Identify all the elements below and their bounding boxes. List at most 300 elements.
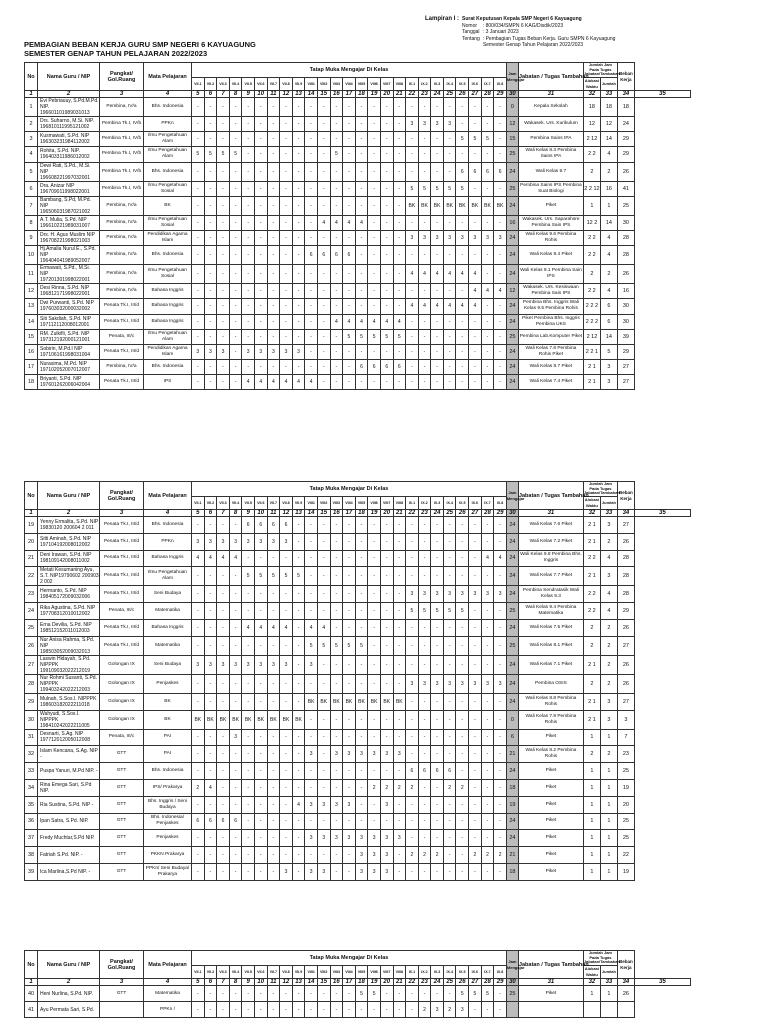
class-hours-cell: -: [355, 181, 368, 196]
allocated-time: 1: [583, 729, 600, 746]
class-hours-cell: -: [280, 586, 293, 603]
class-hours-cell: -: [229, 619, 242, 636]
teaching-hours: 24: [506, 813, 518, 830]
class-hours-cell: -: [443, 360, 456, 375]
allocated-time: 2 1: [583, 693, 600, 710]
teacher-no: 37: [25, 830, 38, 847]
class-hours-cell: -: [192, 1002, 205, 1018]
class-hours-cell: -: [217, 246, 230, 265]
class-hours-cell: 3: [242, 344, 255, 359]
workload-total: 18: [617, 98, 634, 117]
class-hours-cell: -: [380, 265, 393, 284]
class-hours-cell: -: [368, 132, 381, 147]
class-hours-cell: 3: [267, 655, 280, 674]
allocated-time: 1: [583, 863, 600, 880]
class-hours-cell: -: [192, 763, 205, 780]
class-hours-cell: -: [267, 693, 280, 710]
teaching-hours: 18: [506, 863, 518, 880]
class-hours-cell: -: [393, 1002, 406, 1018]
table-row: [25, 746, 691, 763]
class-hours-cell: BK: [204, 710, 217, 729]
class-hours-cell: -: [481, 246, 494, 265]
class-hours-cell: -: [254, 550, 267, 567]
header-class: IX.1: [406, 78, 419, 91]
class-hours-cell: -: [406, 246, 419, 265]
class-hours-cell: -: [469, 181, 482, 196]
teacher-subject: PPKn /: [144, 1002, 192, 1018]
teacher-rank: GTT: [100, 763, 144, 780]
class-hours-cell: -: [494, 655, 507, 674]
class-hours-cell: -: [481, 655, 494, 674]
teacher-no: 18: [25, 375, 38, 390]
class-hours-cell: -: [355, 1002, 368, 1018]
class-hours-cell: -: [204, 299, 217, 314]
class-hours-cell: -: [305, 215, 318, 230]
class-hours-cell: -: [242, 746, 255, 763]
class-hours-cell: -: [343, 162, 356, 181]
class-hours-cell: -: [317, 655, 330, 674]
additional-duty: Piket: [518, 196, 583, 215]
header-jumlah: Jumlah: [600, 966, 617, 979]
class-hours-cell: -: [469, 246, 482, 265]
teaching-hours: 24: [506, 344, 518, 359]
class-hours-cell: 3: [368, 863, 381, 880]
class-hours-cell: -: [431, 779, 444, 796]
class-hours-cell: -: [418, 986, 431, 1002]
additional-duty: Wali Kelas 8.7 Piket: [518, 360, 583, 375]
header-class: VIII4: [343, 78, 356, 91]
class-hours-cell: -: [305, 710, 318, 729]
teacher-name: Briyanti, S.Pd. NIP 197601262006042004: [38, 375, 100, 390]
class-hours-cell: -: [380, 1002, 393, 1018]
class-hours-cell: -: [393, 215, 406, 230]
class-hours-cell: -: [343, 230, 356, 245]
class-hours-cell: -: [368, 1002, 381, 1018]
class-hours-cell: -: [418, 830, 431, 847]
class-hours-cell: -: [192, 117, 205, 132]
workload-total: 27: [617, 693, 634, 710]
teacher-name: Yenny Ermalita, S.Pd. NIP 19830120 200604 2 011: [38, 517, 100, 534]
teacher-name: Hermanto, S.Pd. NIP 198405172009032006: [38, 586, 100, 603]
teaching-hours: 24: [506, 246, 518, 265]
class-hours-cell: -: [229, 603, 242, 620]
teacher-no: 5: [25, 162, 38, 181]
class-hours-cell: -: [292, 729, 305, 746]
class-hours-cell: -: [192, 796, 205, 813]
class-hours-cell: 3: [242, 655, 255, 674]
header-beban: Beban Kerja: [617, 63, 634, 91]
class-hours-cell: -: [305, 763, 318, 780]
column-number: 11: [267, 979, 280, 986]
allocated-time: 1: [583, 796, 600, 813]
class-hours-cell: BK: [280, 710, 293, 729]
duty-total: 2: [600, 162, 617, 181]
class-hours-cell: -: [292, 147, 305, 162]
class-hours-cell: BK: [317, 693, 330, 710]
header-class: VIII4: [343, 966, 356, 979]
class-hours-cell: -: [317, 986, 330, 1002]
class-hours-cell: -: [305, 813, 318, 830]
class-hours-cell: 3: [406, 117, 419, 132]
class-hours-cell: -: [192, 375, 205, 390]
column-number: 4: [144, 91, 192, 98]
class-hours-cell: -: [418, 655, 431, 674]
class-hours-cell: 4: [431, 299, 444, 314]
class-hours-cell: -: [242, 674, 255, 693]
class-hours-cell: -: [393, 636, 406, 655]
class-hours-cell: 3: [343, 830, 356, 847]
class-hours-cell: -: [242, 586, 255, 603]
class-hours-cell: -: [380, 132, 393, 147]
class-hours-cell: -: [317, 375, 330, 390]
class-hours-cell: -: [267, 314, 280, 329]
class-hours-cell: -: [330, 181, 343, 196]
header-class: VIII4: [343, 497, 356, 510]
class-hours-cell: 3: [431, 586, 444, 603]
class-hours-cell: 4: [406, 265, 419, 284]
class-hours-cell: -: [406, 550, 419, 567]
allocated-time: 2 2: [583, 246, 600, 265]
additional-duty: Wali Kelas 9.8 Pembina Bhs. Inggris: [518, 550, 583, 567]
header-class: IX.6: [469, 497, 482, 510]
class-hours-cell: -: [343, 586, 356, 603]
header-class: IX.3: [431, 78, 444, 91]
duty-total: 5: [600, 344, 617, 359]
class-hours-cell: -: [393, 603, 406, 620]
class-hours-cell: -: [204, 375, 217, 390]
teacher-name: Dwi Purwanti, S.Pd. NIP 197603032000032002: [38, 299, 100, 314]
teacher-no: 39: [25, 863, 38, 880]
duty-total: 14: [600, 132, 617, 147]
class-hours-cell: -: [330, 655, 343, 674]
teacher-rank: GTT: [100, 863, 144, 880]
class-hours-cell: -: [254, 729, 267, 746]
class-hours-cell: 3: [355, 830, 368, 847]
class-hours-cell: 3: [229, 533, 242, 550]
class-hours-cell: 6: [317, 246, 330, 265]
class-hours-cell: 3: [393, 746, 406, 763]
class-hours-cell: -: [443, 375, 456, 390]
class-hours-cell: -: [254, 162, 267, 181]
class-hours-cell: BK: [431, 196, 444, 215]
class-hours-cell: 5: [456, 181, 469, 196]
class-hours-cell: 3: [267, 344, 280, 359]
column-number: 30: [506, 979, 518, 986]
class-hours-cell: -: [204, 674, 217, 693]
class-hours-cell: -: [494, 863, 507, 880]
class-hours-cell: -: [456, 847, 469, 864]
class-hours-cell: 4: [368, 314, 381, 329]
class-hours-cell: -: [267, 636, 280, 655]
class-hours-cell: -: [393, 147, 406, 162]
class-hours-cell: -: [343, 655, 356, 674]
duty-total: 1: [600, 986, 617, 1002]
class-hours-cell: 2: [418, 847, 431, 864]
teacher-subject: PAI: [144, 746, 192, 763]
header-class: VII.1: [192, 497, 205, 510]
class-hours-cell: 3: [254, 533, 267, 550]
class-hours-cell: 6: [418, 763, 431, 780]
class-hours-cell: -: [317, 98, 330, 117]
column-number: 30: [506, 510, 518, 517]
table-row: [25, 813, 691, 830]
class-hours-cell: -: [242, 265, 255, 284]
teaching-hours: 15: [506, 132, 518, 147]
column-number: 32: [583, 510, 600, 517]
class-hours-cell: -: [368, 299, 381, 314]
class-hours-cell: -: [393, 763, 406, 780]
header-class: IX.3: [431, 966, 444, 979]
teacher-rank: Golongan IX: [100, 655, 144, 674]
class-hours-cell: 5: [204, 147, 217, 162]
class-hours-cell: 4: [481, 550, 494, 567]
class-hours-cell: -: [343, 567, 356, 586]
class-hours-cell: -: [305, 603, 318, 620]
class-hours-cell: 2: [192, 779, 205, 796]
class-hours-cell: -: [494, 314, 507, 329]
class-hours-cell: -: [242, 117, 255, 132]
teacher-subject: Penjaskes: [144, 674, 192, 693]
teacher-subject: Bahasa Inggris: [144, 619, 192, 636]
class-hours-cell: -: [330, 1002, 343, 1018]
class-hours-cell: 5: [481, 986, 494, 1002]
table-row: [25, 586, 691, 603]
class-hours-cell: -: [443, 162, 456, 181]
class-hours-cell: 3: [406, 586, 419, 603]
teacher-rank: GTT: [100, 830, 144, 847]
allocated-time: 2 1: [583, 655, 600, 674]
class-hours-cell: -: [330, 344, 343, 359]
class-hours-cell: 5: [242, 567, 255, 586]
teacher-name: Puspa Yanuri, M.Pd NIP. -: [38, 763, 100, 780]
class-hours-cell: 3: [217, 655, 230, 674]
class-hours-cell: -: [267, 360, 280, 375]
class-hours-cell: -: [494, 517, 507, 534]
additional-duty: Wali Kelas 7.6 Piket: [518, 517, 583, 534]
teaching-hours: 24: [506, 619, 518, 636]
teacher-name: Ria Sustina, S.Pd. NIP -: [38, 796, 100, 813]
class-hours-cell: BK: [368, 693, 381, 710]
column-number: 8: [229, 91, 242, 98]
class-hours-cell: 3: [317, 863, 330, 880]
column-number: 20: [380, 979, 393, 986]
header-class: VIII8: [393, 497, 406, 510]
class-hours-cell: -: [393, 674, 406, 693]
class-hours-cell: -: [204, 847, 217, 864]
teacher-no: 23: [25, 586, 38, 603]
class-hours-cell: 5: [254, 567, 267, 586]
class-hours-cell: -: [343, 132, 356, 147]
teacher-no: 30: [25, 710, 38, 729]
class-hours-cell: 3: [368, 830, 381, 847]
workload-total: 19: [617, 779, 634, 796]
class-hours-cell: 3: [204, 344, 217, 359]
class-hours-cell: -: [204, 863, 217, 880]
class-hours-cell: -: [481, 619, 494, 636]
class-hours-cell: -: [254, 863, 267, 880]
class-hours-cell: -: [317, 284, 330, 299]
class-hours-cell: -: [406, 567, 419, 586]
class-hours-cell: -: [204, 830, 217, 847]
teacher-rank: Penata Tk.I, III/d: [100, 344, 144, 359]
class-hours-cell: -: [242, 284, 255, 299]
teaching-hours: 25: [506, 986, 518, 1002]
allocated-time: 2 2: [583, 586, 600, 603]
class-hours-cell: -: [481, 215, 494, 230]
class-hours-cell: 4: [254, 619, 267, 636]
column-number: 29: [494, 510, 507, 517]
class-hours-cell: -: [494, 830, 507, 847]
header-alokasi: Alokasi Waktu: [584, 78, 600, 89]
class-hours-cell: -: [368, 619, 381, 636]
class-hours-cell: -: [217, 215, 230, 230]
class-hours-cell: -: [456, 619, 469, 636]
teacher-subject: Pendidikan Agama Islam: [144, 230, 192, 245]
teacher-subject: IPS/ Prakarya: [144, 779, 192, 796]
teaching-hours: 24: [506, 360, 518, 375]
teacher-name: Drs. Suharno, M.Si. NIP. 196810111995121002: [38, 117, 100, 132]
class-hours-cell: -: [217, 830, 230, 847]
teacher-no: 31: [25, 729, 38, 746]
class-hours-cell: -: [418, 147, 431, 162]
class-hours-cell: -: [469, 147, 482, 162]
class-hours-cell: 3: [494, 586, 507, 603]
class-hours-cell: -: [431, 619, 444, 636]
class-hours-cell: -: [192, 674, 205, 693]
table-row: [25, 655, 691, 674]
additional-duty: Wali Kelas 7.1 Piket: [518, 655, 583, 674]
column-number: 4: [144, 510, 192, 517]
table-row: [25, 729, 691, 746]
teacher-rank: Pembina, IV/a: [100, 215, 144, 230]
class-hours-cell: BK: [192, 710, 205, 729]
class-hours-cell: -: [292, 246, 305, 265]
header-rank: Pangkat/ Gol.Ruang: [100, 63, 144, 91]
class-hours-cell: -: [229, 863, 242, 880]
class-hours-cell: 6: [456, 162, 469, 181]
class-hours-cell: -: [229, 517, 242, 534]
column-number: 1: [25, 510, 38, 517]
teaching-hours: 24: [506, 196, 518, 215]
class-hours-cell: -: [368, 655, 381, 674]
class-hours-cell: 5: [393, 329, 406, 344]
class-hours-cell: -: [242, 314, 255, 329]
teacher-name: Bambang, S.Pd, M.Pd. NIP 196506031987021002: [38, 196, 100, 215]
class-hours-cell: 3: [443, 674, 456, 693]
class-hours-cell: -: [330, 674, 343, 693]
class-hours-cell: -: [456, 863, 469, 880]
class-hours-cell: -: [330, 863, 343, 880]
teacher-no: 41: [25, 1002, 38, 1018]
class-hours-cell: -: [469, 863, 482, 880]
class-hours-cell: 3: [469, 674, 482, 693]
header-jabatan: Jabatan / Tugas Tambahan: [518, 63, 583, 91]
class-hours-cell: -: [443, 986, 456, 1002]
class-hours-cell: -: [481, 796, 494, 813]
class-hours-cell: -: [242, 863, 255, 880]
header-beban: Beban Kerja: [617, 951, 634, 979]
teacher-rank: Pembina Tk.I, IV/b: [100, 117, 144, 132]
allocated-time: 1: [583, 986, 600, 1002]
class-hours-cell: -: [292, 603, 305, 620]
class-hours-cell: -: [406, 746, 419, 763]
teaching-hours: 25: [506, 603, 518, 620]
class-hours-cell: -: [368, 215, 381, 230]
class-hours-cell: -: [494, 986, 507, 1002]
class-hours-cell: -: [368, 98, 381, 117]
class-hours-cell: -: [406, 375, 419, 390]
class-hours-cell: BK: [393, 693, 406, 710]
class-hours-cell: -: [292, 517, 305, 534]
class-hours-cell: -: [317, 710, 330, 729]
class-hours-cell: -: [343, 603, 356, 620]
teacher-name: Rohita, S.Pd. NIP. 196403311986012002: [38, 147, 100, 162]
class-hours-cell: -: [204, 98, 217, 117]
class-hours-cell: -: [192, 181, 205, 196]
header-tambahan: Jumlah Jam Pada Tugas Jabatan/Tambahan: [583, 950, 620, 965]
class-hours-cell: 3: [456, 674, 469, 693]
class-hours-cell: -: [355, 586, 368, 603]
column-number: 14: [305, 510, 318, 517]
class-hours-cell: -: [280, 986, 293, 1002]
class-hours-cell: 5: [368, 986, 381, 1002]
teacher-rank: GTT: [100, 847, 144, 864]
class-hours-cell: -: [355, 550, 368, 567]
column-number: 33: [600, 91, 617, 98]
class-hours-cell: -: [192, 98, 205, 117]
class-hours-cell: -: [317, 230, 330, 245]
column-number: 3: [100, 979, 144, 986]
class-hours-cell: -: [494, 533, 507, 550]
class-hours-cell: -: [494, 813, 507, 830]
class-hours-cell: -: [305, 360, 318, 375]
class-hours-cell: -: [254, 847, 267, 864]
class-hours-cell: 3: [192, 344, 205, 359]
column-number: 7: [217, 979, 230, 986]
additional-duty: Pembina Sains IPA: [518, 132, 583, 147]
header-class: VIII3: [330, 78, 343, 91]
class-hours-cell: -: [355, 162, 368, 181]
column-number: 18: [355, 91, 368, 98]
column-number: 9: [242, 510, 255, 517]
header-class: IX.7: [481, 497, 494, 510]
table-row: [25, 863, 691, 880]
class-hours-cell: -: [431, 147, 444, 162]
allocated-time: 2 2 2: [583, 299, 600, 314]
class-hours-cell: -: [292, 693, 305, 710]
class-hours-cell: -: [469, 779, 482, 796]
teacher-name: Deni Irawan, S.Pd. NIP 198109142008011002: [38, 550, 100, 567]
workload-total: 39: [617, 329, 634, 344]
table-row: [25, 517, 691, 534]
class-hours-cell: -: [217, 986, 230, 1002]
additional-duty: Piket: [518, 729, 583, 746]
class-hours-cell: -: [368, 636, 381, 655]
teaching-hours: 24: [506, 693, 518, 710]
class-hours-cell: 5: [355, 986, 368, 1002]
table-row: [25, 847, 691, 864]
class-hours-cell: -: [418, 329, 431, 344]
additional-duty: Wakasek. Urs. Kurikulum: [518, 117, 583, 132]
class-hours-cell: 5: [469, 132, 482, 147]
additional-duty: Wali Kelas 7.8 Pembina Rohis Piket: [518, 344, 583, 359]
class-hours-cell: -: [280, 299, 293, 314]
class-hours-cell: 3: [330, 746, 343, 763]
class-hours-cell: -: [280, 763, 293, 780]
teacher-rank: Penata, III/c: [100, 603, 144, 620]
class-hours-cell: -: [380, 181, 393, 196]
header-class: VIII6: [368, 966, 381, 979]
